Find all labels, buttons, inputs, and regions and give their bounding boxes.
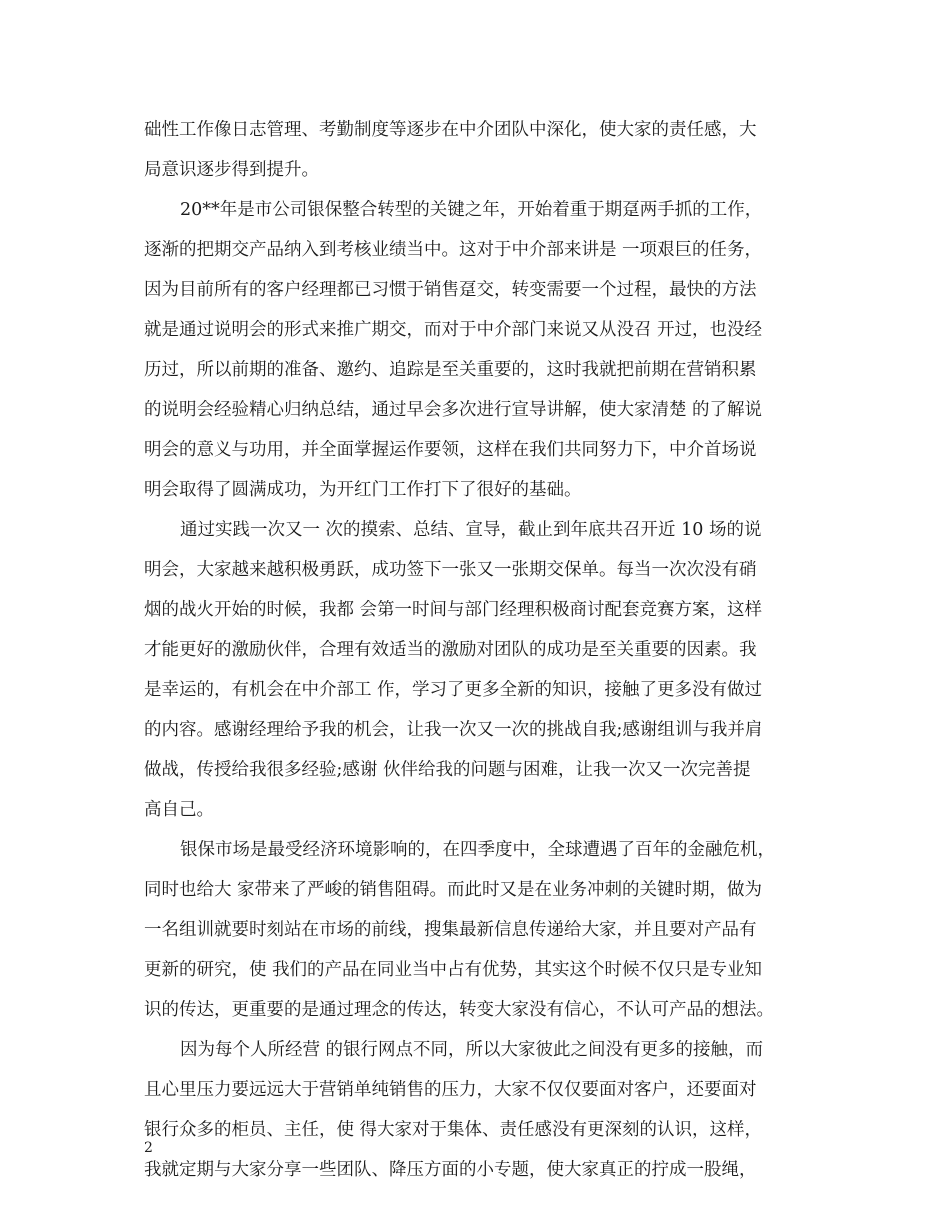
text-line: 20**年是市公司银保整合转型的关键之年，开始着重于期趸两手抓的工作， xyxy=(180,200,763,220)
text-line: 同时也给大 家带来了严峻的销售阻碍。而此时又是在业务冲刺的关键时期，做为 xyxy=(144,880,763,900)
text-line: 更新的研究，使 我们的产品在同业当中占有优势，其实这个时候不仅只是专业知 xyxy=(144,960,763,980)
text-line: 就是通过说明会的形式来推广期交，而对于中介部门来说又从没召 开过，也没经 xyxy=(144,320,763,340)
text-line: 通过实践一次又一 次的摸索、总结、宣导，截止到年底共召开近 10 场的说 xyxy=(180,520,762,540)
text-line: 银行众多的柜员、主任，使 得大家对于集体、责任感没有更深刻的认识，这样， xyxy=(144,1120,763,1140)
text-line: 烟的战火开始的时候，我都 会第一时间与部门经理积极商讨配套竞赛方案，这样 xyxy=(144,600,763,620)
text-line: 银保市场是最受经济环境影响的，在四季度中，全球遭遇了百年的金融危机， xyxy=(180,840,775,860)
text-line: 且心里压力要远远大于营销单纯销售的压力，大家不仅仅要面对客户，还要面对 xyxy=(144,1080,757,1100)
text-line: 我就定期与大家分享一些团队、降压方面的小专题，使大家真正的拧成一股绳， xyxy=(144,1160,757,1180)
text-line: 局意识逐步得到提升。 xyxy=(144,160,319,180)
text-line: 一名组训就要时刻站在市场的前线，搜集最新信息传递给大家，并且要对产品有 xyxy=(144,920,757,940)
text-line: 础性工作像日志管理、考勤制度等逐步在中介团队中深化，使大家的责任感，大 xyxy=(144,120,757,140)
text-line: 明会，大家越来越积极勇跃，成功签下一张又一张期交保单。每当一次次没有硝 xyxy=(144,560,757,580)
text-line: 明会的意义与功用，并全面掌握运作要领，这样在我们共同努力下，中介首场说 xyxy=(144,440,757,460)
body-text xyxy=(144,110,810,1190)
text-line: 识的传达，更重要的是通过理念的传达，转变大家没有信心，不认可产品的想法。 xyxy=(144,1000,774,1020)
text-line: 做战，传授给我很多经验;感谢 伙伴给我的问题与困难，让我一次又一次完善提 xyxy=(144,760,751,780)
page-number: 2 xyxy=(144,1140,153,1156)
text-line: 高自己。 xyxy=(144,800,214,820)
text-line: 的说明会经验精心归纳总结，通过早会多次进行宣导讲解，使大家清楚 的了解说 xyxy=(144,400,763,420)
text-line: 的内容。感谢经理给予我的机会，让我一次又一次的挑战自我;感谢组训与我并肩 xyxy=(144,720,763,740)
text-line: 是幸运的，有机会在中介部工 作，学习了更多全新的知识，接触了更多没有做过 xyxy=(144,680,763,700)
text-line: 因为目前所有的客户经理都已习惯于销售趸交，转变需要一个过程，最快的方法 xyxy=(144,280,757,300)
text-line: 历过，所以前期的准备、邀约、追踪是至关重要的，这时我就把前期在营销积累 xyxy=(144,360,757,380)
text-line: 才能更好的激励伙伴，合理有效适当的激励对团队的成功是至关重要的因素。我 xyxy=(144,640,757,660)
text-line: 因为每个人所经营 的银行网点不同，所以大家彼此之间没有更多的接触，而 xyxy=(180,1040,764,1060)
text-line: 明会取得了圆满成功，为开红门工作打下了很好的基础。 xyxy=(144,480,582,500)
text-line: 逐渐的把期交产品纳入到考核业绩当中。这对于中介部来讲是 一项艰巨的任务， xyxy=(144,240,763,260)
